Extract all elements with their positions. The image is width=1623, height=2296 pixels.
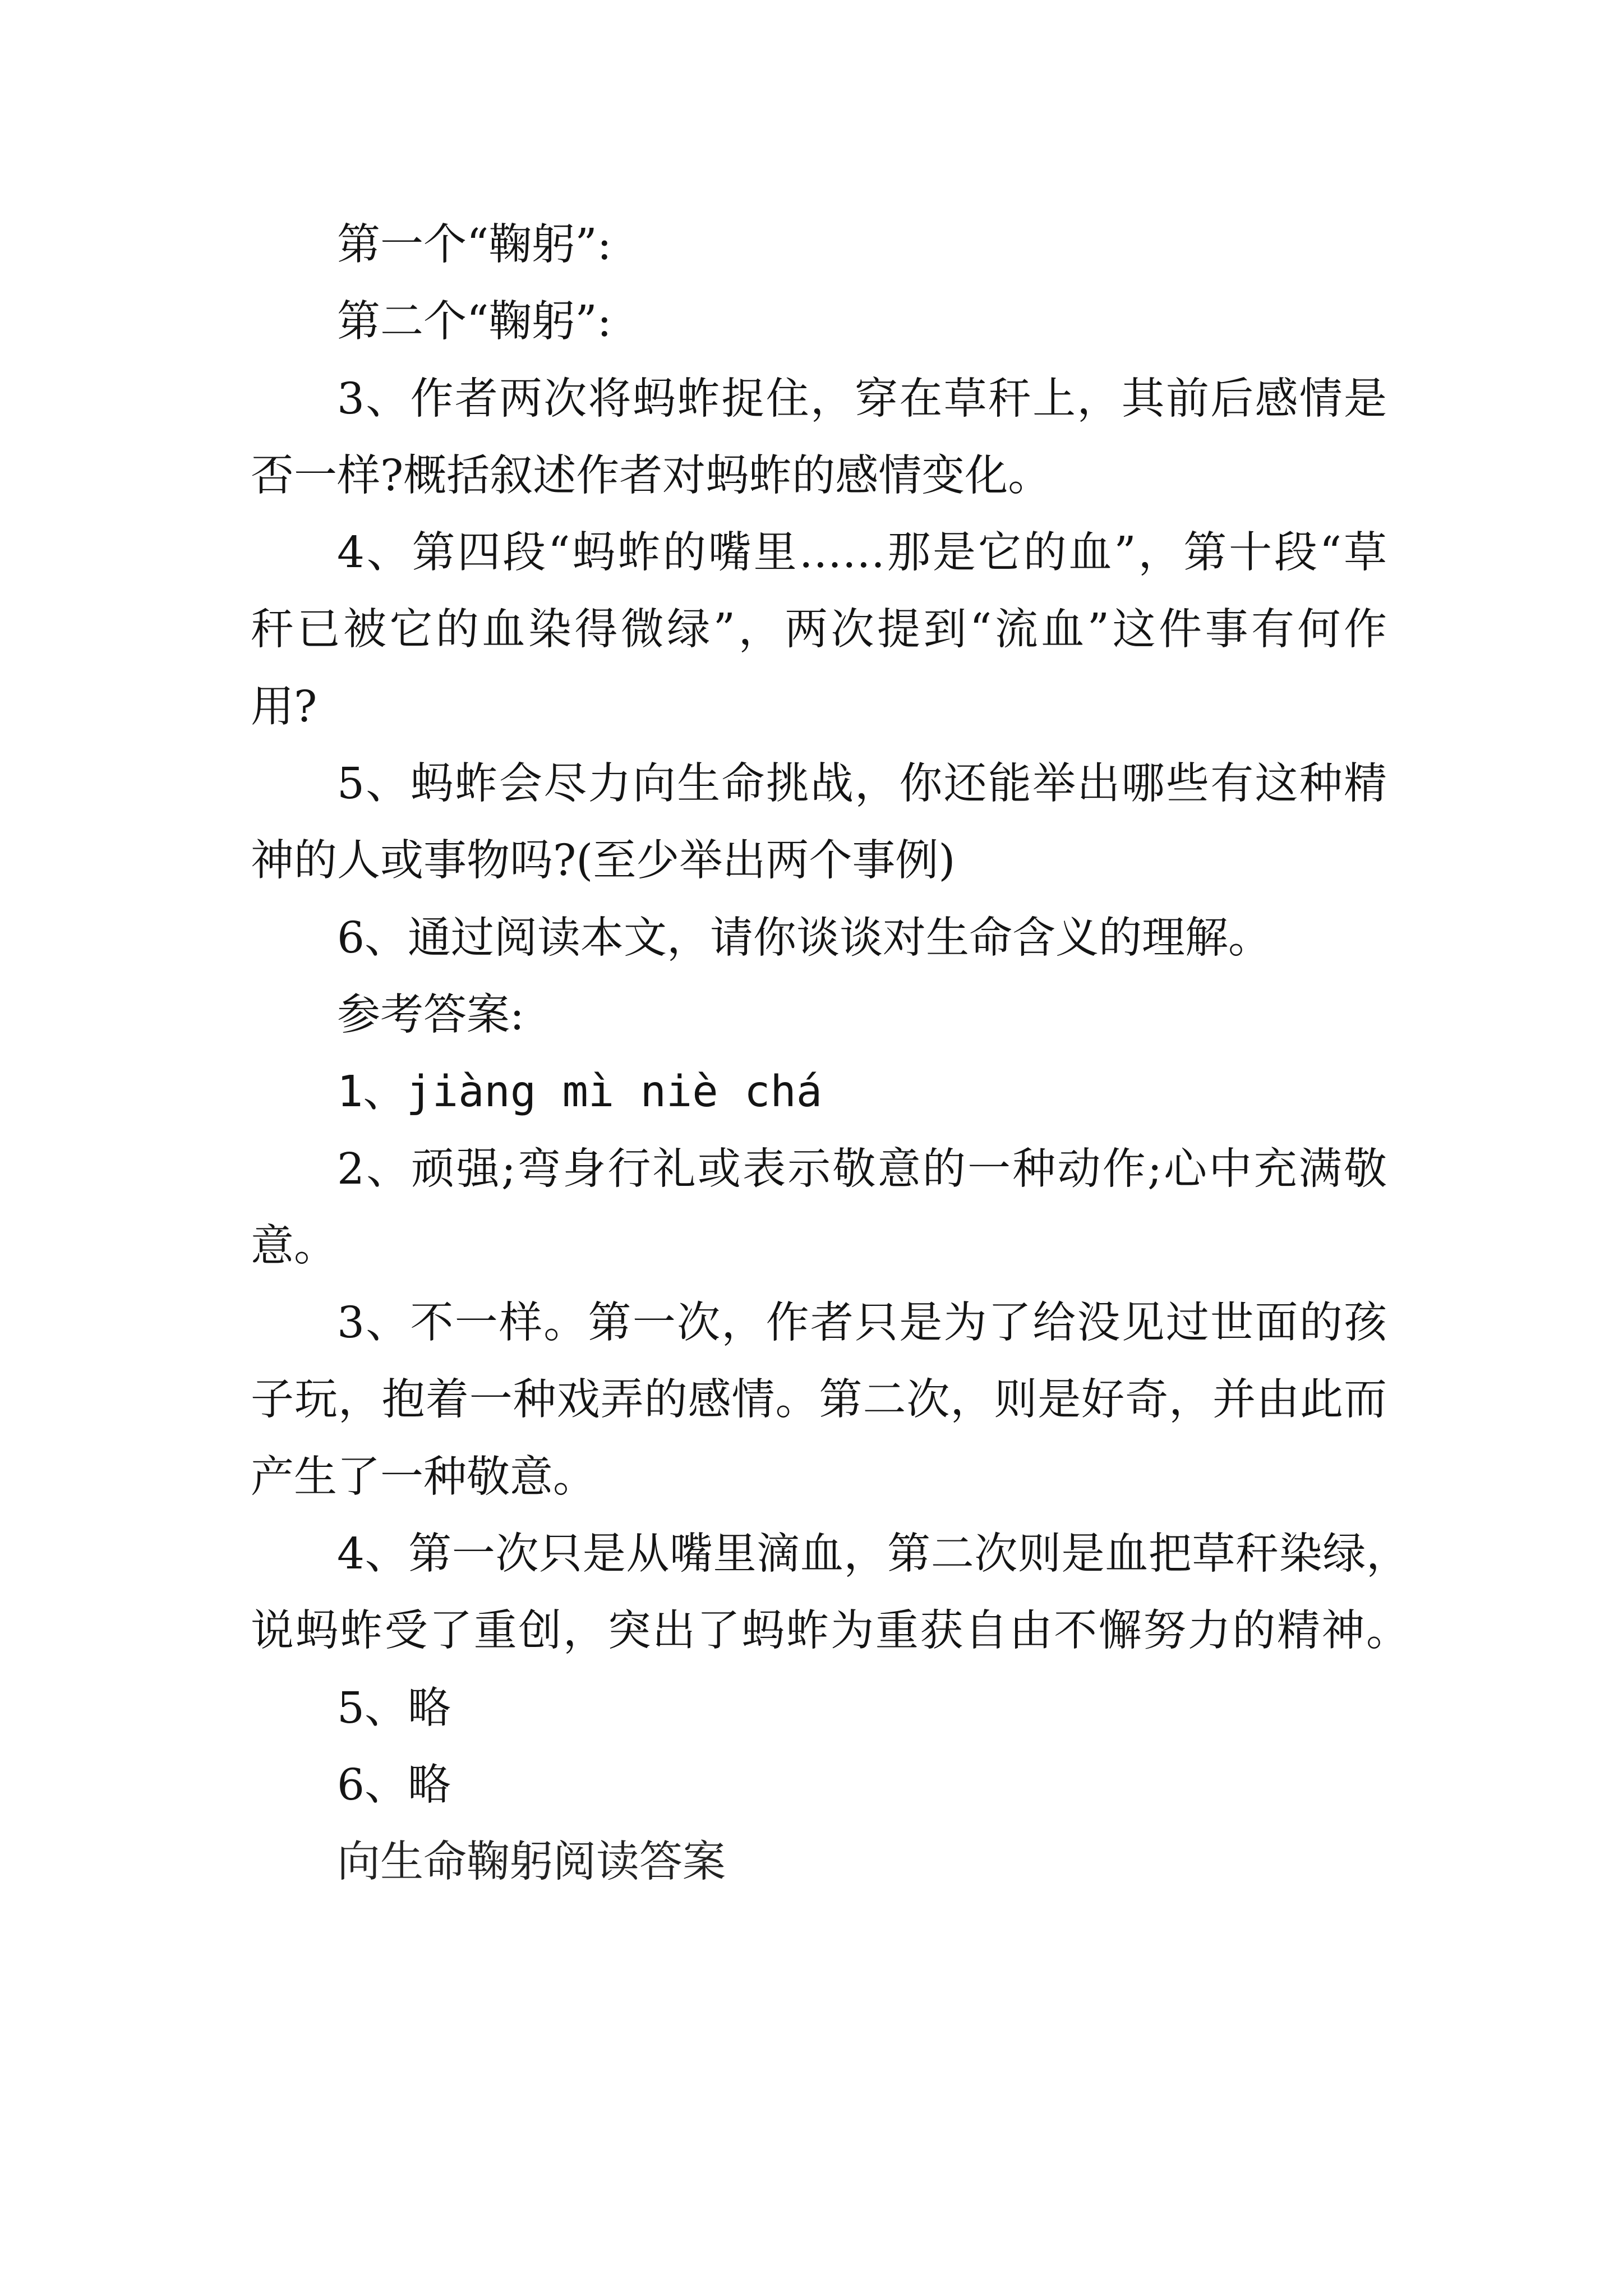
answer-2	[251, 1131, 1409, 1285]
text-line: 1、jiàng mì niè chá	[337, 1067, 823, 1117]
text-line: 第二个“鞠躬”:	[337, 297, 612, 347]
text-line: 5、蚂蚱会尽力向生命挑战，你还能举出哪些有这种精	[337, 759, 1387, 809]
text-line: 2、顽强;弯身行礼或表示敬意的一种动作;心中充满敬	[337, 1144, 1387, 1194]
text-line: 子玩，抱着一种戏弄的感情。第二次，则是好奇，并由此而	[251, 1375, 1387, 1425]
text-line: 神的人或事物吗?(至少举出两个事例)	[251, 836, 956, 886]
text-line: 4、第四段“蚂蚱的嘴里……那是它的血”，第十段“草	[337, 528, 1387, 578]
answer-3	[251, 1285, 1409, 1516]
text-line: 产生了一种敬意。	[251, 1452, 596, 1502]
question-4	[251, 514, 1409, 746]
text-line: 5、略	[337, 1683, 451, 1733]
answer-4	[251, 1516, 1409, 1670]
answers-heading	[251, 977, 1409, 1053]
text-line: 6、略	[337, 1760, 451, 1810]
text-line: 参考答案:	[337, 990, 524, 1040]
question-6	[251, 900, 1409, 977]
text-line: 3、不一样。第一次，作者只是为了给没见过世面的孩	[337, 1298, 1387, 1349]
text-line: 第一个“鞠躬”:	[337, 220, 612, 270]
text-line: 6、通过阅读本文，请你谈谈对生命含义的理解。	[337, 913, 1271, 963]
question-heading-first-bow	[251, 206, 1409, 283]
text-line: 意。	[251, 1221, 337, 1271]
question-5	[251, 746, 1409, 900]
text-line: 否一样?概括叙述作者对蚂蚱的感情变化。	[251, 450, 1052, 501]
text-line: 用?	[251, 682, 317, 732]
document-body	[251, 206, 1409, 1901]
text-line: 向生命鞠躬阅读答案	[337, 1837, 726, 1888]
question-3	[251, 361, 1409, 515]
answer-1	[251, 1053, 1409, 1130]
text-line: 秆已被它的血染得微绿”，两次提到“流血”这件事有何作	[251, 605, 1387, 655]
text-line: 3、作者两次将蚂蚱捉住，穿在草秆上，其前后感情是	[337, 374, 1387, 424]
answer-6	[251, 1747, 1409, 1824]
text-line: 说蚂蚱受了重创，突出了蚂蚱为重获自由不懈努力的精神。	[251, 1606, 1409, 1657]
answer-5	[251, 1670, 1409, 1747]
question-heading-second-bow	[251, 283, 1409, 360]
text-line: 4、第一次只是从嘴里滴血，第二次则是血把草秆染绿，	[337, 1529, 1409, 1580]
document-footer-title	[251, 1824, 1409, 1901]
